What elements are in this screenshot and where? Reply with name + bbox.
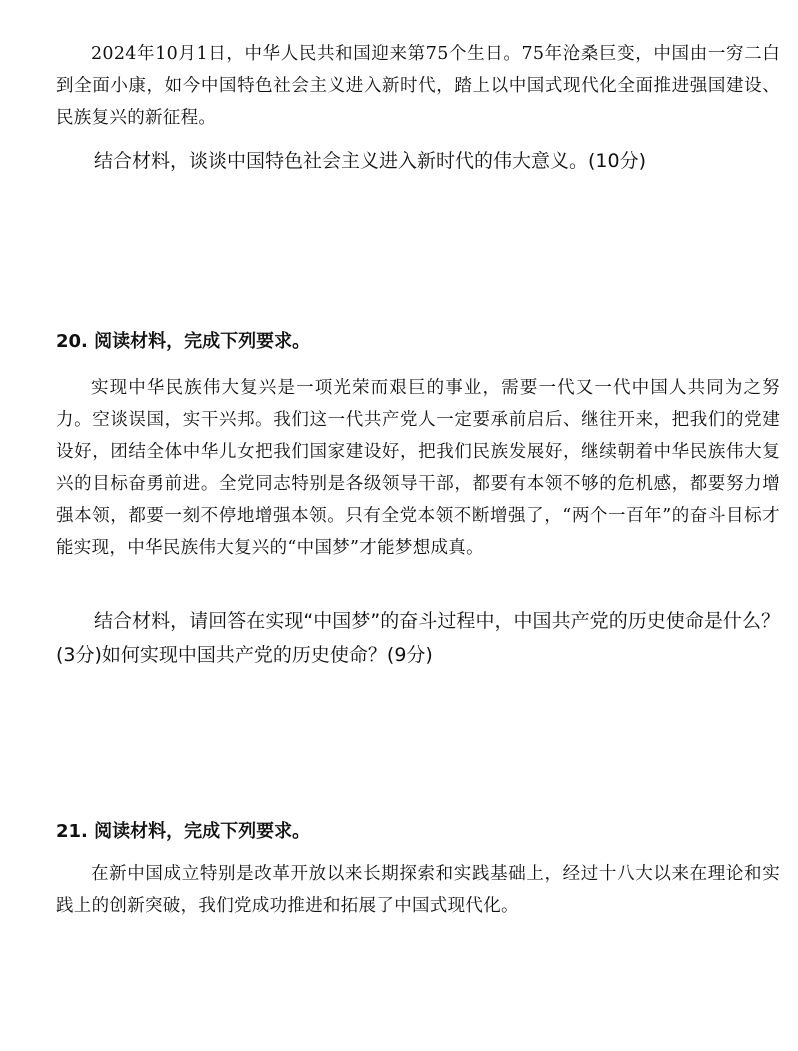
q21-heading: 21. 阅读材料，完成下列要求。 xyxy=(56,821,311,842)
q20-heading: 20. 阅读材料，完成下列要求。 xyxy=(56,331,311,352)
q19-question-text: 结合材料，谈谈中国特色社会主义进入新时代的伟大意义。(10分) xyxy=(94,150,647,172)
q19-material-text: 2024年10月1日，中华人民共和国迎来第75个生日。75年沧桑巨变，中国由一穷二白到全面小康，如今中国特色社会主义进入新时代，踏上以中国式现代化全面推进强国建设、民族复兴的新征程。 xyxy=(56,44,780,128)
q20-question-text: 结合材料，请回答在实现“中国梦”的奋斗过程中，中国共产党的历史使命是什么？(3分)如何实现中国共产党的历史使命？(9分) xyxy=(56,610,780,666)
q21-material-text: 在新中国成立特别是改革开放以来长期探索和实践基础上，经过十八大以来在理论和实践上的创新突破，我们党成功推进和拓展了中国式现代化。 xyxy=(56,864,780,916)
q20-material-text: 实现中华民族伟大复兴是一项光荣而艰巨的事业，需要一代又一代中国人共同为之努力。空谈误国，实干兴邦。我们这一代共产党人一定要承前启后、继往开来，把我们的党建设好，团结全体中华儿女把我们国家建设好，把我们民族发展好，继续朝着中华民族伟大复兴的目标奋勇前进。全党同志特别是各级领导干部，都要有本领不够的危机感，都要努力增强本领，都要一刻不停地增强本领。只有全党本领不断增强了，“两个一百年”的奋斗目标才能实现，中华民族伟大复兴的“中国梦”才能梦想成真。 xyxy=(56,378,780,558)
